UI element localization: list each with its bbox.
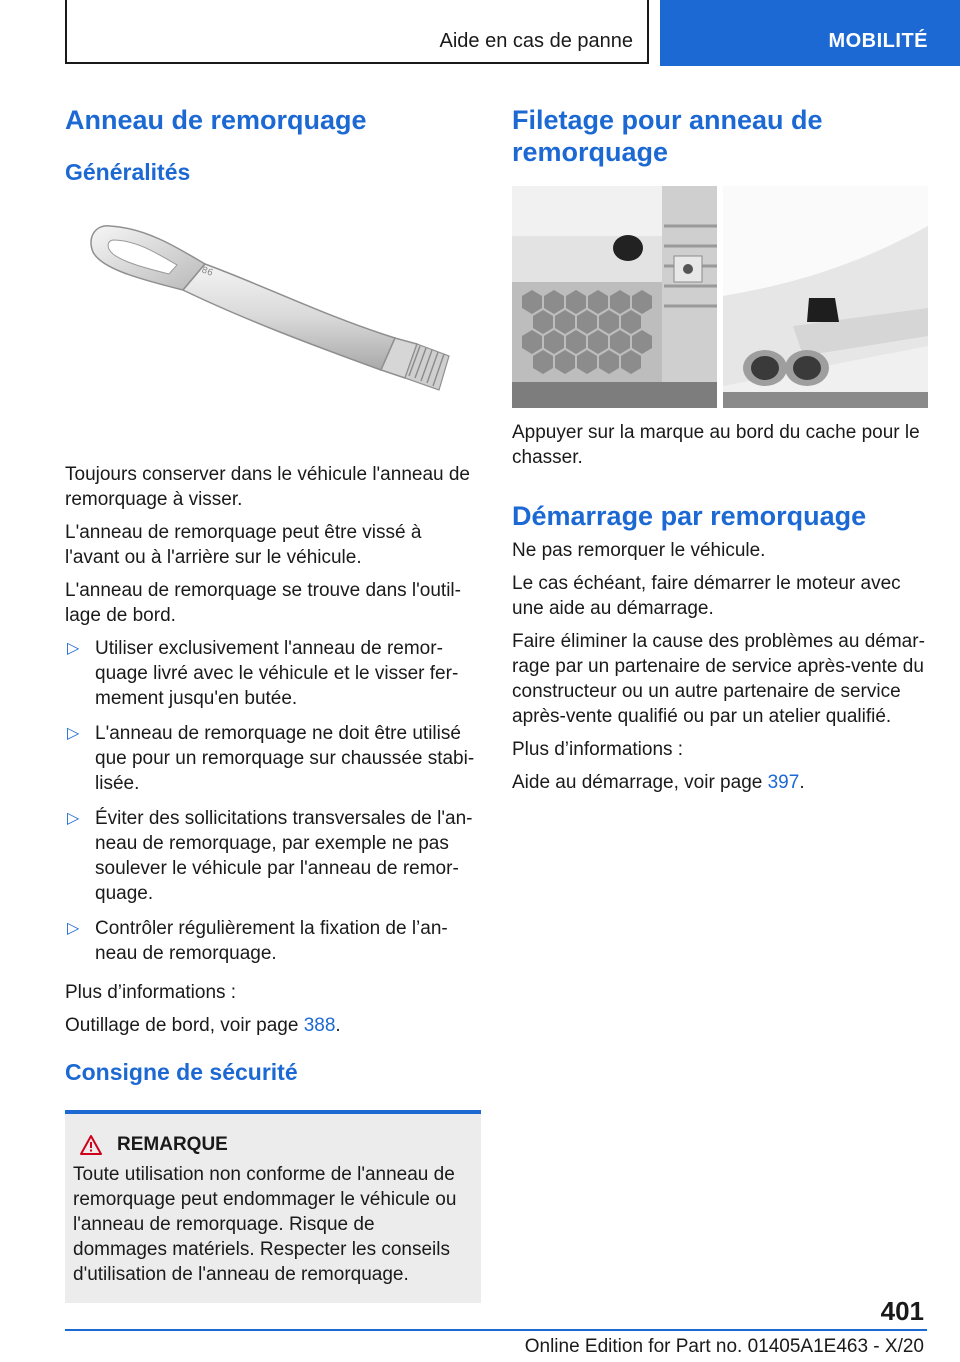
- list-item: ▷ Utiliser exclusivement l'anneau de remorquage livré avec le véhicule et le visser fermement jusqu'en butée.: [67, 638, 459, 709]
- page-link-388[interactable]: 388: [303, 1015, 336, 1036]
- edition-note: Online Edition for Part no. 01405A1E463 - X/20: [524, 1336, 924, 1357]
- page-number: 401: [880, 1296, 924, 1326]
- general-subtitle: Généralités: [65, 159, 191, 185]
- paragraph-keep: Toujours conserver dans le véhicule l'anneau de remorquage à visser.: [65, 464, 470, 510]
- footer-divider: [65, 1329, 927, 1331]
- list-item: ▷ Éviter des sollicitations transversales de l'anneau de remorquage, par exemple ne pas soulever le véhicule par l'anneau de remorquage.: [67, 808, 473, 904]
- triangle-bullet-icon: ▷: [67, 810, 80, 827]
- paragraph-service: Faire éliminer la cause des problèmes au démarrage par un partenaire de service après-vente du constructeur ou un autre partenaire de service après-vente qualifié ou par un atelier qualifié.: [512, 631, 925, 727]
- header-chapter-title: MOBILITÉ: [828, 30, 928, 52]
- right-column: [512, 100, 928, 803]
- thread-photos: [512, 186, 928, 408]
- more-info-label: Plus d’informations :: [65, 982, 237, 1003]
- triangle-bullet-icon: ▷: [67, 725, 80, 742]
- more-info-label: Plus d’informations :: [512, 739, 684, 760]
- list-item: ▷ L'anneau de remorquage ne doit être utilisé que pour un remorquage sur chaussée stabilisée.: [67, 723, 475, 794]
- notice-box: [65, 1110, 481, 1303]
- left-column: [65, 100, 481, 1303]
- paragraph-jump-start: Le cas échéant, faire démarrer le moteur avec une aide au démarrage.: [512, 573, 901, 619]
- notice-text: Toute utilisation non conforme de l'anneau de remorquage peut endommager le véhicule ou l'anneau de remorquage. Risque de dommages matériels. Respecter les conseils d'utilisation de l'anneau de remorquage.: [73, 1164, 457, 1285]
- safety-title: Consigne de sécurité: [65, 1059, 298, 1085]
- notice-label: REMARQUE: [117, 1134, 228, 1155]
- thread-title: Filetage pour anneau de remorquage: [512, 105, 823, 167]
- tow-eye-title: Anneau de remorquage: [65, 105, 367, 135]
- usage-bullets: [65, 636, 481, 966]
- tow-start-title: Démarrage par remorquage: [512, 501, 867, 531]
- paragraph-mount: L'anneau de remorquage peut être vissé à l'avant ou à l'arrière sur le véhicule.: [65, 522, 422, 568]
- reference-line: Aide au démarrage, voir page 397.: [512, 772, 805, 793]
- paragraph-location: L'anneau de remorquage se trouve dans l'outillage de bord.: [65, 580, 461, 626]
- header-section-box: [65, 0, 649, 64]
- svg-text:86: 86: [199, 265, 215, 279]
- bumper-rear-photo-icon: [723, 186, 928, 408]
- bumper-front-photo-icon: [512, 186, 717, 408]
- tow-eye-icon: [65, 186, 481, 448]
- photo-caption: Appuyer sur la marque au bord du cache pour le chasser.: [512, 422, 920, 468]
- triangle-bullet-icon: ▷: [67, 640, 80, 657]
- page-link-397[interactable]: 397: [767, 772, 800, 793]
- notice-header: [73, 1134, 473, 1156]
- paragraph-no-tow: Ne pas remorquer le véhicule.: [512, 540, 766, 561]
- warning-triangle-icon: [79, 1134, 103, 1156]
- tow-eye-illustration: [65, 186, 481, 448]
- header-section-title: Aide en cas de panne: [439, 30, 633, 52]
- reference-line: Outillage de bord, voir page 388.: [65, 1015, 341, 1036]
- header-chapter-tab[interactable]: [660, 0, 960, 66]
- triangle-bullet-icon: ▷: [67, 920, 80, 937]
- list-item: ▷ Contrôler régulièrement la fixation de l’anneau de remorquage.: [67, 918, 448, 964]
